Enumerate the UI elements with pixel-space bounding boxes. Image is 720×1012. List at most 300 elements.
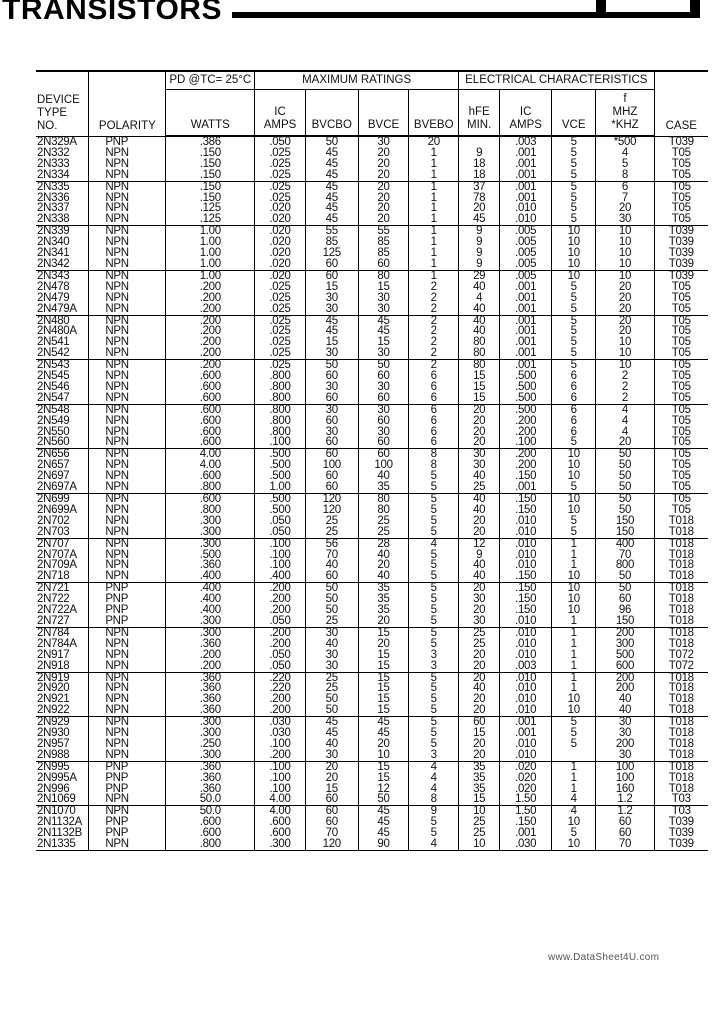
cell-freq: 100 bbox=[596, 773, 654, 784]
table-row bbox=[36, 449, 708, 460]
cell-bvce: 60 bbox=[358, 437, 409, 448]
cell-freq: 96 bbox=[596, 605, 654, 616]
cell-polarity: NPN bbox=[89, 315, 166, 326]
cell-watts: .400 bbox=[166, 605, 255, 616]
cell-freq: 500 bbox=[596, 650, 654, 661]
cell-watts: .360 bbox=[166, 761, 255, 772]
cell-bvcbo: 25 bbox=[305, 527, 358, 538]
table-row bbox=[36, 505, 708, 516]
cell-device-type: 2N703 bbox=[36, 527, 89, 538]
cell-ic2-amps: .020 bbox=[500, 784, 552, 795]
cell-bvce: 25 bbox=[358, 516, 409, 527]
table-row bbox=[36, 761, 708, 772]
cell-ic-amps: .200 bbox=[255, 750, 306, 761]
cell-ic2-amps: .150 bbox=[500, 494, 552, 505]
cell-bvcbo: 120 bbox=[305, 494, 358, 505]
cell-freq: 200 bbox=[596, 739, 654, 750]
cell-ic2-amps: .005 bbox=[500, 259, 552, 270]
cell-bvce: 90 bbox=[358, 839, 409, 850]
cell-vce: 6 bbox=[552, 382, 596, 393]
cell-ic-amps: .020 bbox=[255, 237, 306, 248]
cell-hfe-min: 18 bbox=[459, 159, 500, 170]
cell-bvcbo: 40 bbox=[305, 739, 358, 750]
title-mark bbox=[690, 0, 700, 18]
cell-watts: .360 bbox=[166, 694, 255, 705]
cell-case: T05 bbox=[654, 337, 708, 348]
cell-polarity: NPN bbox=[89, 148, 166, 159]
cell-case: T039 bbox=[654, 226, 708, 237]
cell-bvcbo: 60 bbox=[305, 416, 358, 427]
cell-polarity: NPN bbox=[89, 437, 166, 448]
cell-vce: 5 bbox=[552, 159, 596, 170]
cell-ic-amps: .400 bbox=[255, 571, 306, 582]
cell-device-type: 2N920 bbox=[37, 682, 70, 695]
cell-bvebo: 1 bbox=[409, 237, 459, 248]
cell-polarity: NPN bbox=[89, 404, 166, 415]
title-mark bbox=[596, 0, 606, 18]
cell-ic-amps: .500 bbox=[255, 505, 306, 516]
cell-freq: 1.2 bbox=[596, 806, 654, 817]
cell-polarity: NPN bbox=[89, 494, 166, 505]
cell-watts: .360 bbox=[166, 784, 255, 795]
cell-freq: 50 bbox=[596, 471, 654, 482]
cell-device-type: 2N921 bbox=[37, 693, 70, 706]
cell-freq: 150 bbox=[596, 616, 654, 627]
cell-hfe-min: 20 bbox=[459, 694, 500, 705]
header-case: CASE bbox=[654, 71, 708, 136]
header-ic2-amps bbox=[500, 90, 552, 137]
cell-bvce: 20 bbox=[358, 148, 409, 159]
cell-watts: .400 bbox=[166, 571, 255, 582]
cell-polarity: NPN bbox=[89, 683, 166, 694]
cell-case: T018 bbox=[654, 639, 708, 650]
cell-bvce: 15 bbox=[358, 650, 409, 661]
cell-polarity: PNP bbox=[89, 828, 166, 839]
cell-freq: 4 bbox=[596, 416, 654, 427]
cell-case: T018 bbox=[654, 672, 708, 683]
cell-ic2-amps: .003 bbox=[500, 661, 552, 672]
cell-bvcbo: 30 bbox=[305, 627, 358, 638]
cell-bvebo: 5 bbox=[409, 694, 459, 705]
cell-bvce: 45 bbox=[358, 828, 409, 839]
cell-case: T072 bbox=[654, 650, 708, 661]
cell-polarity: NPN bbox=[89, 304, 166, 315]
table-row bbox=[36, 817, 708, 828]
cell-polarity: NPN bbox=[89, 416, 166, 427]
cell-bvebo: 9 bbox=[409, 806, 459, 817]
table-row bbox=[36, 248, 708, 259]
cell-watts: .200 bbox=[166, 293, 255, 304]
cell-hfe-min: 25 bbox=[459, 639, 500, 650]
cell-ic2-amps: .010 bbox=[500, 739, 552, 750]
cell-vce: 5 bbox=[552, 170, 596, 181]
cell-ic2-amps: .010 bbox=[500, 672, 552, 683]
cell-ic2-amps: .001 bbox=[500, 170, 552, 181]
cell-ic-amps: .100 bbox=[255, 550, 306, 561]
cell-watts: .360 bbox=[166, 639, 255, 650]
cell-device-type: 2N929 bbox=[37, 716, 70, 729]
cell-bvebo: 5 bbox=[409, 705, 459, 716]
cell-hfe-min: 40 bbox=[459, 494, 500, 505]
cell-device-type: 2N722 bbox=[37, 593, 70, 606]
cell-bvce: 50 bbox=[358, 360, 409, 371]
cell-ic2-amps: .020 bbox=[500, 761, 552, 772]
cell-polarity: NPN bbox=[89, 214, 166, 225]
cell-device-type: 2N697 bbox=[37, 470, 70, 483]
table-row bbox=[36, 226, 708, 237]
cell-bvce: 40 bbox=[358, 571, 409, 582]
cell-bvce: 30 bbox=[358, 304, 409, 315]
cell-vce: 5 bbox=[552, 282, 596, 293]
cell-ic2-amps: .001 bbox=[500, 181, 552, 192]
cell-bvcbo: 70 bbox=[305, 828, 358, 839]
cell-ic-amps: .220 bbox=[255, 672, 306, 683]
cell-ic2-amps: .100 bbox=[500, 437, 552, 448]
cell-bvce: 15 bbox=[358, 694, 409, 705]
cell-vce: 5 bbox=[552, 304, 596, 315]
cell-device-type: 2N329A bbox=[37, 135, 77, 148]
cell-polarity: NPN bbox=[89, 527, 166, 538]
cell-ic-amps: .050 bbox=[255, 616, 306, 627]
cell-bvcbo: 50 bbox=[305, 136, 358, 148]
cell-vce: 10 bbox=[552, 705, 596, 716]
cell-bvcbo: 30 bbox=[305, 661, 358, 672]
cell-polarity: NPN bbox=[89, 259, 166, 270]
cell-device-type: 2N337 bbox=[37, 202, 70, 215]
cell-hfe-min: 9 bbox=[459, 550, 500, 561]
cell-case: T03 bbox=[654, 806, 708, 817]
cell-bvce: 40 bbox=[358, 550, 409, 561]
cell-watts: .300 bbox=[166, 750, 255, 761]
cell-vce: 10 bbox=[552, 449, 596, 460]
cell-ic-amps: .500 bbox=[255, 494, 306, 505]
cell-ic2-amps: .005 bbox=[500, 270, 552, 281]
cell-bvce: 20 bbox=[358, 739, 409, 750]
cell-polarity: NPN bbox=[89, 839, 166, 850]
header-device-line: DEVICE bbox=[37, 93, 80, 106]
cell-watts: .600 bbox=[166, 371, 255, 382]
cell-bvcbo: 30 bbox=[305, 650, 358, 661]
cell-watts: .200 bbox=[166, 315, 255, 326]
cell-freq: 200 bbox=[596, 627, 654, 638]
cell-freq: 2 bbox=[596, 393, 654, 404]
cell-ic-amps: .100 bbox=[255, 560, 306, 571]
cell-polarity: NPN bbox=[89, 571, 166, 582]
cell-polarity: NPN bbox=[89, 293, 166, 304]
table-row bbox=[36, 494, 708, 505]
cell-ic2-amps: .010 bbox=[500, 527, 552, 538]
cell-bvebo: 5 bbox=[409, 471, 459, 482]
header-device-line: TYPE bbox=[37, 106, 68, 119]
table-row bbox=[36, 170, 708, 181]
cell-ic2-amps: .150 bbox=[500, 583, 552, 594]
table-row bbox=[36, 616, 708, 627]
cell-device-type: 2N560 bbox=[36, 437, 89, 448]
cell-watts: .150 bbox=[166, 159, 255, 170]
row-group bbox=[36, 717, 708, 762]
cell-device-type: 2N996 bbox=[37, 782, 70, 795]
cell-device-type: 2N1132A bbox=[37, 816, 83, 829]
cell-watts: .200 bbox=[166, 661, 255, 672]
cell-hfe-min: 20 bbox=[459, 672, 500, 683]
cell-ic-amps: 1.00 bbox=[255, 482, 306, 493]
cell-case: T05 bbox=[654, 214, 708, 225]
table-row bbox=[36, 560, 708, 571]
cell-vce bbox=[552, 750, 596, 761]
title-rule bbox=[232, 12, 700, 18]
cell-ic-amps: .025 bbox=[255, 315, 306, 326]
cell-freq: 50 bbox=[596, 571, 654, 582]
cell-ic-amps: .025 bbox=[255, 148, 306, 159]
cell-case: T039 bbox=[654, 136, 708, 148]
cell-bvcbo: 40 bbox=[305, 639, 358, 650]
cell-vce: 5 bbox=[552, 193, 596, 204]
cell-bvce: 20 bbox=[358, 203, 409, 214]
cell-ic-amps: 4.00 bbox=[255, 794, 306, 805]
cell-device-type: 2N343 bbox=[37, 269, 70, 282]
cell-device-type: 2N332 bbox=[37, 146, 70, 159]
cell-ic2-amps: .150 bbox=[500, 605, 552, 616]
cell-vce: 5 bbox=[552, 315, 596, 326]
cell-bvebo: 5 bbox=[409, 739, 459, 750]
cell-bvce: 80 bbox=[358, 494, 409, 505]
cell-freq: 60 bbox=[596, 594, 654, 605]
cell-bvce: 30 bbox=[358, 427, 409, 438]
cell-ic2-amps: .001 bbox=[500, 348, 552, 359]
cell-case: T018 bbox=[654, 583, 708, 594]
cell-polarity: NPN bbox=[89, 226, 166, 237]
cell-polarity: NPN bbox=[89, 550, 166, 561]
cell-polarity: NPN bbox=[89, 739, 166, 750]
cell-ic2-amps: 1.50 bbox=[500, 806, 552, 817]
cell-case: T018 bbox=[654, 560, 708, 571]
cell-vce: 10 bbox=[552, 694, 596, 705]
cell-bvebo: 1 bbox=[409, 170, 459, 181]
table-row bbox=[36, 159, 708, 170]
cell-bvebo: 2 bbox=[409, 315, 459, 326]
cell-ic2-amps: .001 bbox=[500, 282, 552, 293]
cell-watts: 1.00 bbox=[166, 259, 255, 270]
cell-ic-amps: .025 bbox=[255, 326, 306, 337]
cell-hfe-min: 15 bbox=[459, 382, 500, 393]
cell-freq: 10 bbox=[596, 348, 654, 359]
cell-case: T05 bbox=[654, 170, 708, 181]
cell-device-type: 2N541 bbox=[37, 336, 70, 349]
cell-freq: 200 bbox=[596, 683, 654, 694]
header-freq-line: MHZ bbox=[612, 106, 638, 118]
table-row bbox=[36, 416, 708, 427]
cell-vce: 5 bbox=[552, 348, 596, 359]
cell-polarity: PNP bbox=[89, 583, 166, 594]
cell-vce: 10 bbox=[552, 817, 596, 828]
cell-bvce: 45 bbox=[358, 326, 409, 337]
cell-polarity: PNP bbox=[89, 136, 166, 148]
cell-ic-amps: .100 bbox=[255, 784, 306, 795]
cell-freq: 10 bbox=[596, 237, 654, 248]
cell-case: T05 bbox=[654, 404, 708, 415]
cell-bvcbo: 45 bbox=[305, 717, 358, 728]
cell-bvebo: 1 bbox=[409, 148, 459, 159]
cell-freq: 50 bbox=[596, 583, 654, 594]
cell-bvcbo: 60 bbox=[305, 482, 358, 493]
cell-freq: 150 bbox=[596, 527, 654, 538]
cell-watts: 1.00 bbox=[166, 270, 255, 281]
cell-polarity: NPN bbox=[89, 639, 166, 650]
cell-ic2-amps: .030 bbox=[500, 839, 552, 850]
header-ic2-line: AMPS bbox=[509, 119, 542, 131]
cell-watts: .600 bbox=[166, 404, 255, 415]
cell-bvcbo: 45 bbox=[305, 728, 358, 739]
header-hfe-min bbox=[459, 90, 500, 137]
cell-bvce: 100 bbox=[358, 460, 409, 471]
header-ic-amps bbox=[255, 90, 306, 137]
cell-bvebo: 6 bbox=[409, 437, 459, 448]
cell-ic2-amps: .200 bbox=[500, 460, 552, 471]
cell-freq: 7 bbox=[596, 193, 654, 204]
cell-polarity: NPN bbox=[89, 159, 166, 170]
cell-case: T05 bbox=[654, 282, 708, 293]
cell-vce: 10 bbox=[552, 237, 596, 248]
cell-case: T05 bbox=[654, 437, 708, 448]
table-row bbox=[36, 773, 708, 784]
cell-ic2-amps: .200 bbox=[500, 416, 552, 427]
cell-bvce: 60 bbox=[358, 259, 409, 270]
cell-device-type: 2N338 bbox=[36, 214, 89, 225]
cell-case: T018 bbox=[654, 571, 708, 582]
cell-bvebo: 20 bbox=[409, 136, 459, 148]
cell-freq: 50 bbox=[596, 460, 654, 471]
table-row bbox=[36, 728, 708, 739]
cell-device-type: 2N699A bbox=[37, 503, 77, 516]
header-bvebo: BVEBO bbox=[409, 90, 459, 137]
cell-bvce: 45 bbox=[358, 717, 409, 728]
cell-vce: 1 bbox=[552, 616, 596, 627]
cell-freq: 40 bbox=[596, 694, 654, 705]
cell-bvcbo: 30 bbox=[305, 382, 358, 393]
cell-freq: 50 bbox=[596, 494, 654, 505]
cell-hfe-min: 29 bbox=[459, 270, 500, 281]
cell-watts: .600 bbox=[166, 817, 255, 828]
cell-vce: 5 bbox=[552, 337, 596, 348]
cell-freq: 300 bbox=[596, 639, 654, 650]
cell-watts: .125 bbox=[166, 203, 255, 214]
cell-ic2-amps: .010 bbox=[500, 627, 552, 638]
cell-ic2-amps: .200 bbox=[500, 427, 552, 438]
cell-ic2-amps: .001 bbox=[500, 293, 552, 304]
cell-watts: 50.0 bbox=[166, 806, 255, 817]
cell-bvcbo: 30 bbox=[305, 304, 358, 315]
cell-freq: 10 bbox=[596, 270, 654, 281]
cell-ic-amps: .100 bbox=[255, 773, 306, 784]
table-row bbox=[36, 348, 708, 359]
cell-device-type: 2N480A bbox=[37, 325, 77, 338]
table-row bbox=[36, 839, 708, 850]
cell-case: T05 bbox=[654, 460, 708, 471]
cell-case: T05 bbox=[654, 193, 708, 204]
cell-device-type: 2N707 bbox=[37, 537, 70, 550]
cell-hfe-min: 4 bbox=[459, 293, 500, 304]
table-row bbox=[36, 259, 708, 270]
cell-hfe-min: 30 bbox=[459, 460, 500, 471]
cell-bvce: 15 bbox=[358, 683, 409, 694]
cell-bvcbo: 60 bbox=[305, 393, 358, 404]
cell-freq: 8 bbox=[596, 170, 654, 181]
cell-bvce: 30 bbox=[358, 136, 409, 148]
cell-hfe-min: 25 bbox=[459, 627, 500, 638]
cell-bvebo: 3 bbox=[409, 661, 459, 672]
cell-watts: .600 bbox=[166, 393, 255, 404]
cell-case: T05 bbox=[654, 471, 708, 482]
cell-polarity: NPN bbox=[89, 270, 166, 281]
cell-case: T05 bbox=[654, 293, 708, 304]
cell-bvce: 40 bbox=[358, 471, 409, 482]
cell-vce: 4 bbox=[552, 806, 596, 817]
table-row bbox=[36, 181, 708, 192]
cell-bvce: 15 bbox=[358, 627, 409, 638]
cell-watts: .200 bbox=[166, 326, 255, 337]
cell-device-type: 2N784A bbox=[37, 637, 77, 650]
header-polarity: POLARITY bbox=[89, 71, 166, 136]
table-row bbox=[36, 337, 708, 348]
cell-hfe-min: 80 bbox=[459, 360, 500, 371]
cell-freq: 4 bbox=[596, 404, 654, 415]
cell-hfe-min: 12 bbox=[459, 538, 500, 549]
cell-polarity: PNP bbox=[89, 784, 166, 795]
cell-ic2-amps: .200 bbox=[500, 449, 552, 460]
cell-ic2-amps: .010 bbox=[500, 650, 552, 661]
cell-ic2-amps: .010 bbox=[500, 616, 552, 627]
cell-hfe-min: 40 bbox=[459, 505, 500, 516]
header-vce: VCE bbox=[552, 90, 596, 137]
cell-ic2-amps: .001 bbox=[500, 360, 552, 371]
cell-bvebo: 5 bbox=[409, 717, 459, 728]
cell-device-type: 2N342 bbox=[36, 259, 89, 270]
cell-ic-amps: .800 bbox=[255, 371, 306, 382]
cell-device-type: 2N547 bbox=[36, 393, 89, 404]
cell-bvebo: 4 bbox=[409, 761, 459, 772]
cell-device-type: 2N721 bbox=[37, 582, 70, 595]
cell-device-type: 2N334 bbox=[36, 170, 89, 181]
cell-device-type: 2N542 bbox=[36, 348, 89, 359]
table-row bbox=[36, 193, 708, 204]
cell-vce: 5 bbox=[552, 293, 596, 304]
cell-polarity: NPN bbox=[89, 203, 166, 214]
cell-vce: 10 bbox=[552, 571, 596, 582]
cell-device-type: 2N1335 bbox=[36, 839, 89, 850]
cell-bvebo: 5 bbox=[409, 605, 459, 616]
cell-bvce: 20 bbox=[358, 181, 409, 192]
cell-vce: 5 bbox=[552, 828, 596, 839]
cell-case: T039 bbox=[654, 270, 708, 281]
cell-device-type: 2N657 bbox=[37, 459, 70, 472]
cell-hfe-min: 20 bbox=[459, 750, 500, 761]
cell-bvebo: 5 bbox=[409, 672, 459, 683]
cell-case: T05 bbox=[654, 494, 708, 505]
cell-bvebo: 1 bbox=[409, 270, 459, 281]
cell-device-type: 2N930 bbox=[37, 727, 70, 740]
cell-ic2-amps: .005 bbox=[500, 226, 552, 237]
cell-ic2-amps: .010 bbox=[500, 203, 552, 214]
cell-freq: 60 bbox=[596, 828, 654, 839]
cell-bvce: 20 bbox=[358, 639, 409, 650]
table-row bbox=[36, 527, 708, 538]
cell-ic2-amps: .500 bbox=[500, 382, 552, 393]
cell-vce: 1 bbox=[552, 560, 596, 571]
cell-watts: .300 bbox=[166, 538, 255, 549]
cell-freq: 20 bbox=[596, 282, 654, 293]
cell-bvcbo: 100 bbox=[305, 460, 358, 471]
cell-ic-amps: .025 bbox=[255, 170, 306, 181]
